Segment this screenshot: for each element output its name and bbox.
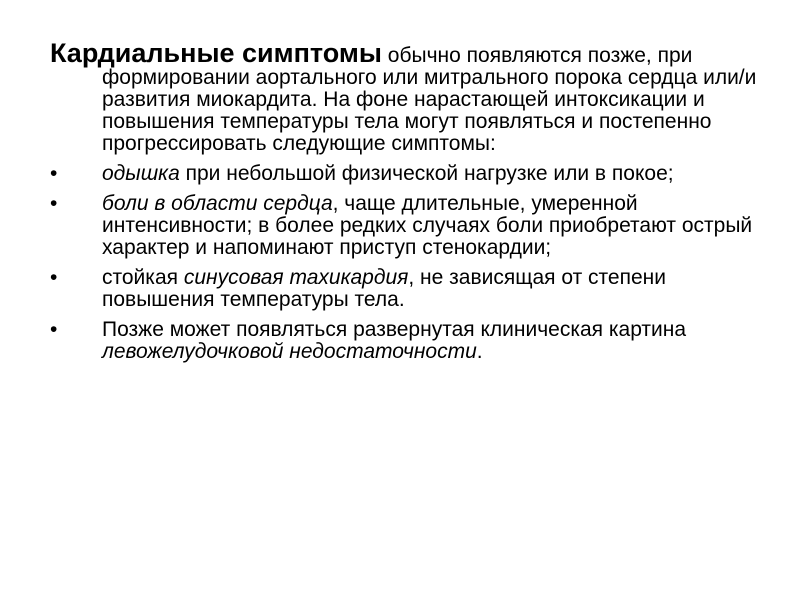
item-text: при небольшой физической нагрузке или в покое; [179,162,674,185]
intro-lead: Кардиальные симптомы [50,38,382,68]
item-emphasis: боли в области сердца [102,192,333,215]
item-text: стойкая [102,266,184,289]
item-text: , не зависящая от степени повышения температуры тела. [102,266,666,311]
item-emphasis: синусовая тахикардия [183,266,409,289]
item-emphasis: левожелудочковой недостаточности [102,340,477,363]
list-item [50,163,760,185]
bullet-icon: • [50,266,58,289]
list-item [50,193,760,259]
symptom-list [50,163,760,363]
bullet-icon: • [50,318,58,341]
intro-paragraph [50,38,760,155]
item-text: . [476,340,483,363]
item-text: Позже может появляться развернутая клиническая картина [102,318,687,341]
intro-text: обычно появляются позже, при формировании аортального или митрального порока сердца или/и развития миокардита. На фоне нарастающей интоксикации и повышения температуры тела могут появляться и постепенно прогрессировать следующие симптомы: [102,44,757,155]
item-text: , чаще длительные, умеренной интенсивности; в более редких случаях боли приобретают острый характер и напоминают приступ стенокардии; [102,192,753,259]
list-item [50,319,760,363]
bullet-icon: • [50,192,58,215]
bullet-icon: • [50,162,58,185]
item-emphasis: одышка [102,162,180,185]
list-item [50,267,760,311]
slide-content [50,38,760,363]
